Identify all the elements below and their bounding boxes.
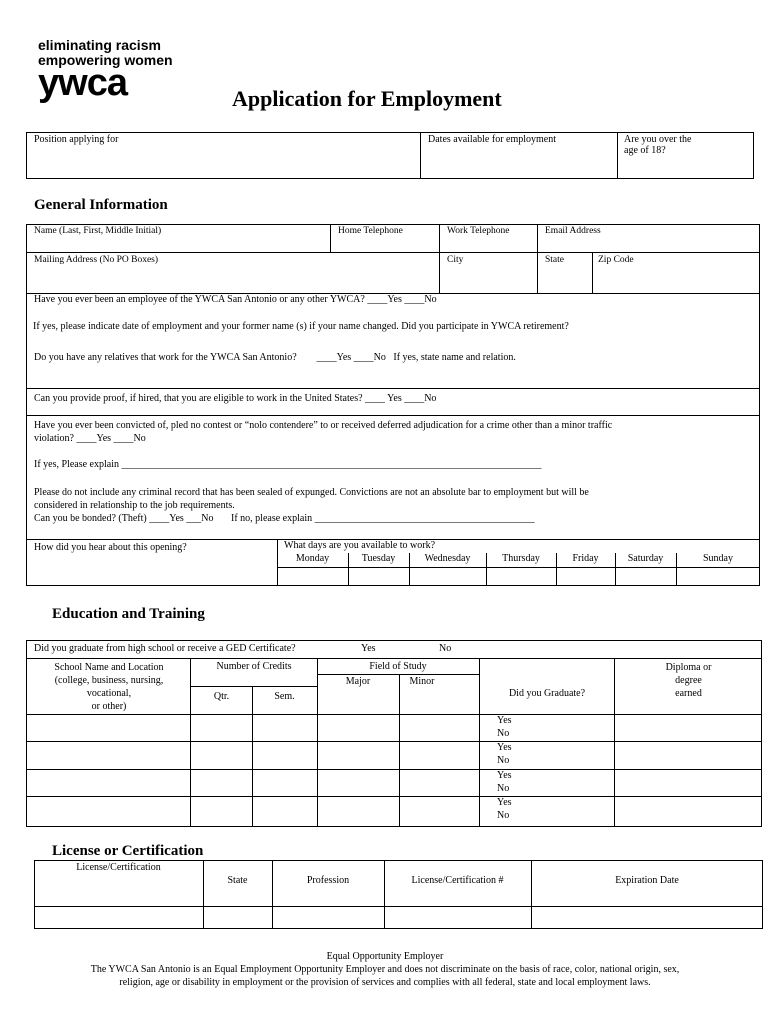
- major-header: Major: [345, 676, 371, 687]
- logo-brand: ywca: [38, 62, 127, 104]
- graduated-yes[interactable]: Yes: [497, 715, 512, 726]
- day-wednesday[interactable]: Wednesday: [424, 553, 471, 564]
- minor-header: Minor: [409, 676, 435, 687]
- graduated-no[interactable]: No: [497, 783, 510, 794]
- zip-field[interactable]: Zip Code: [598, 255, 634, 265]
- graduated-yes[interactable]: Yes: [497, 770, 512, 781]
- city-field[interactable]: City: [447, 255, 464, 265]
- graduated-no[interactable]: No: [497, 810, 510, 821]
- license-cert-header: License/Certification: [76, 862, 161, 873]
- q-days: What days are you available to work?: [284, 540, 436, 551]
- graduated-yes[interactable]: Yes: [497, 797, 512, 808]
- q-relatives: Do you have any relatives that work for the YWCA San Antonio? ____Yes ____No If yes, state name and relation.: [34, 352, 516, 363]
- age-field[interactable]: [624, 134, 750, 156]
- license-expiration-header: Expiration Date: [615, 875, 679, 886]
- q-employee: Have you ever been an employee of the YWCA San Antonio or any other YWCA? ____Yes ____No: [34, 294, 437, 305]
- ged-no[interactable]: No: [439, 643, 452, 654]
- dates-field[interactable]: Dates available for employment: [428, 134, 557, 145]
- qtr-header: Qtr.: [213, 691, 230, 702]
- footer-line-3: religion, age or disability in employment or the provision of services and complies with all federal, state and local employment laws.: [119, 977, 651, 988]
- sem-header: Sem.: [274, 691, 295, 702]
- day-tuesday[interactable]: Tuesday: [361, 553, 396, 564]
- day-friday[interactable]: Friday: [572, 553, 599, 564]
- graduate-header: Did you Graduate?: [508, 688, 586, 699]
- license-heading: License or Certification: [52, 843, 204, 859]
- day-monday[interactable]: Monday: [295, 553, 330, 564]
- q-convicted-2: violation? ____Yes ____No: [34, 433, 146, 444]
- work-tel-field[interactable]: Work Telephone: [447, 226, 510, 236]
- day-thursday[interactable]: Thursday: [502, 553, 540, 564]
- credits-header: Number of Credits: [216, 661, 292, 672]
- page-title: Application for Employment: [232, 86, 502, 111]
- graduated-options-row-4[interactable]: [497, 796, 512, 822]
- q-convicted-1: Have you ever been convicted of, pled no contest or “nolo contendere” to or received deferred adjudication for a crime other than a minor traffic: [34, 420, 613, 431]
- license-state-header: State: [227, 875, 248, 886]
- license-profession-header: Profession: [306, 875, 350, 886]
- q-if-yes: If yes, please indicate date of employment and your former name (s) if your name changed. Did you participate in YWCA retirement?: [33, 321, 569, 332]
- q-proof: Can you provide proof, if hired, that you are eligible to work in the United States? ____ Yes ____No: [34, 393, 437, 404]
- home-tel-field[interactable]: Home Telephone: [338, 226, 403, 236]
- hear-field[interactable]: How did you hear about this opening?: [34, 542, 187, 553]
- graduated-options-row-3[interactable]: [497, 769, 512, 795]
- graduated-no[interactable]: No: [497, 755, 510, 766]
- ywca-logo: [38, 37, 173, 104]
- graduated-no[interactable]: No: [497, 728, 510, 739]
- name-field[interactable]: Name (Last, First, Middle Initial): [34, 226, 162, 236]
- position-field[interactable]: Position applying for: [34, 134, 119, 145]
- ged-yes[interactable]: Yes: [361, 643, 376, 654]
- email-field[interactable]: Email Address: [545, 226, 601, 236]
- q-bonded: Can you be bonded? (Theft) ____Yes ___No If no, please explain ____________________________________________: [34, 513, 535, 524]
- license-number-header: License/Certification #: [411, 875, 504, 886]
- graduated-options-row-1[interactable]: [497, 714, 512, 740]
- diploma-header: Diploma or degree earned: [665, 662, 712, 699]
- logo-line-1: eliminating racism: [38, 37, 161, 53]
- footer-line-1: Equal Opportunity Employer: [326, 951, 444, 962]
- state-field[interactable]: State: [545, 255, 564, 265]
- q-record-1: Please do not include any criminal record that has been sealed of expunged. Convictions are not an absolute bar to employment but will be: [34, 487, 589, 498]
- school-header: School Name and Location (college, business, nursing, vocational, or other): [54, 662, 164, 712]
- ged-question: Did you graduate from high school or receive a GED Certificate?: [34, 643, 296, 654]
- age-label-2: age of 18?: [624, 145, 666, 156]
- day-saturday[interactable]: Saturday: [627, 553, 664, 564]
- graduated-options-row-2[interactable]: [497, 741, 512, 767]
- q-record-2: considered in relationship to the job requirements.: [34, 500, 235, 511]
- age-label-1: Are you over the: [624, 134, 692, 145]
- education-heading: Education and Training: [52, 606, 205, 622]
- footer: [0, 950, 770, 989]
- field-header: Field of Study: [369, 661, 427, 672]
- q-explain: If yes, Please explain ____________________________________________________________________________________: [34, 459, 542, 470]
- graduated-yes[interactable]: Yes: [497, 742, 512, 753]
- mailing-address-field[interactable]: Mailing Address (No PO Boxes): [34, 255, 159, 265]
- general-heading: General Information: [34, 197, 168, 213]
- logo-line-2: empowering women: [38, 52, 173, 68]
- day-sunday[interactable]: Sunday: [703, 553, 733, 564]
- footer-line-2: The YWCA San Antonio is an Equal Employment Opportunity Employer and does not discriminate on the basis of race, color, national origin, sex,: [90, 964, 680, 975]
